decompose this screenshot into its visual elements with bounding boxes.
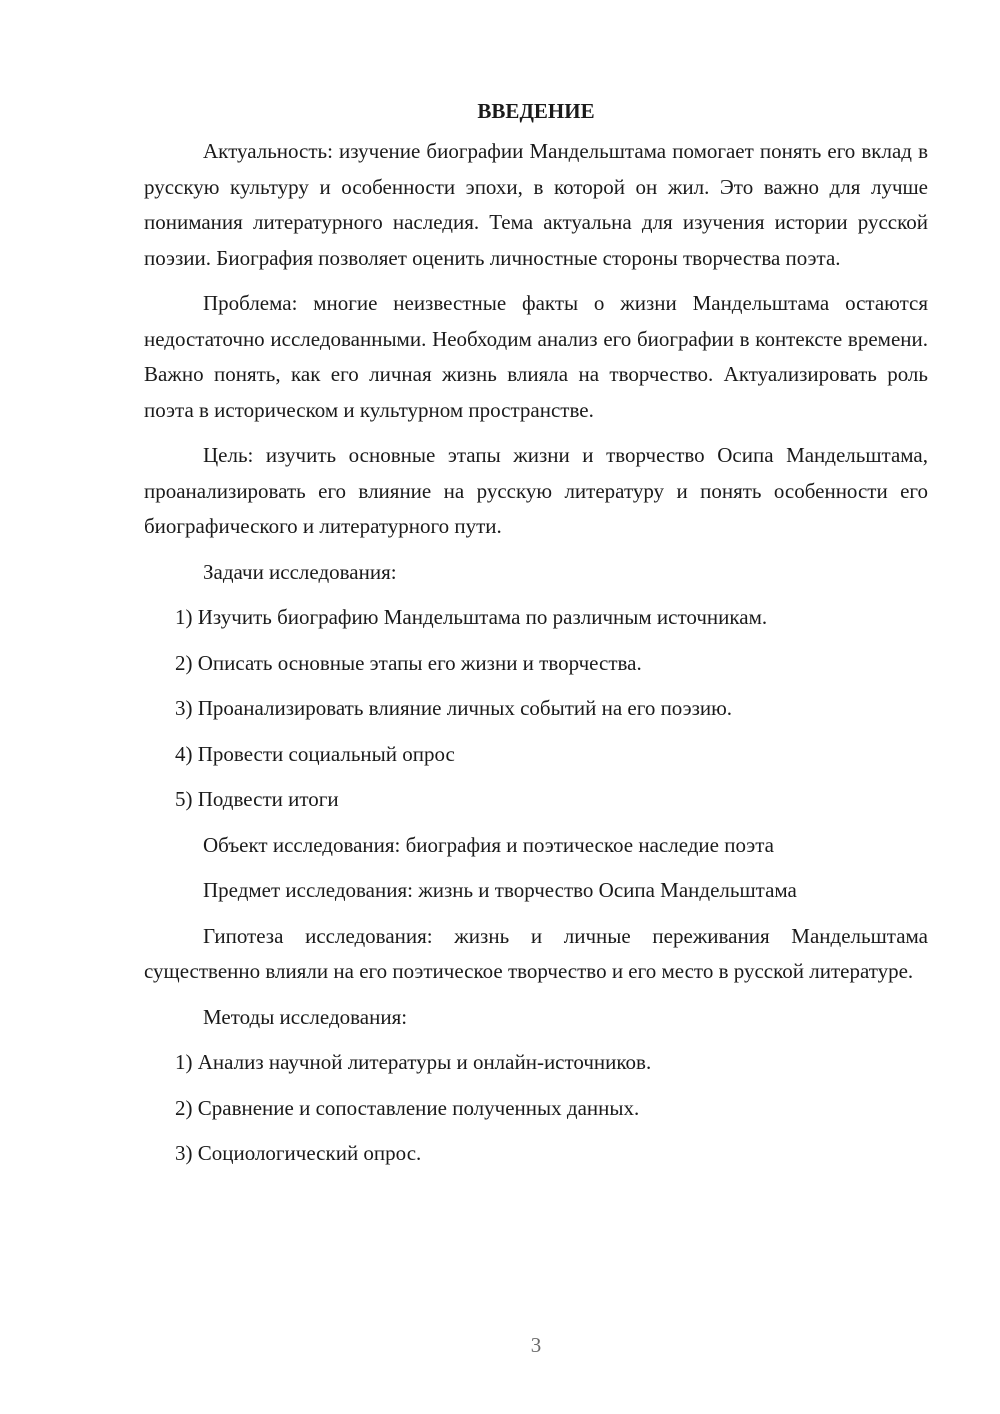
list-item: 3) Проанализировать влияние личных событий на его поэзию. <box>175 696 733 720</box>
object-paragraph: Объект исследования: биография и поэтическое наследие поэта <box>203 832 774 857</box>
section-heading: ВВЕДЕНИЕ <box>477 99 595 123</box>
page-number: 3 <box>530 1333 542 1357</box>
goal-paragraph: Цель: изучить основные этапы жизни и творчество Осипа Мандельштама, проанализировать его влияние на русскую литературу и понять особенности его биографического и литературного пути. <box>144 443 928 538</box>
tasks-heading: Задачи исследования: <box>203 559 397 584</box>
methods-heading: Методы исследования: <box>203 1004 408 1029</box>
methods-list <box>144 1045 928 1172</box>
list-item: 2) Описать основные этапы его жизни и творчества. <box>175 650 642 675</box>
problem-paragraph: Проблема: многие неизвестные факты о жизни Мандельштама остаются недостаточно исследованными. Необходим анализ его биографии в контексте времени. Важно понять, как его личная жизнь влияла на творчество. Актуализировать роль поэта в историческом и культурном пространстве. <box>144 291 928 422</box>
list-item: 5) Подвести итоги <box>175 787 339 811</box>
page-content <box>144 96 928 1182</box>
subject-paragraph: Предмет исследования: жизнь и творчество Осипа Мандельштама <box>203 878 797 902</box>
list-item: 1) Анализ научной литературы и онлайн-источников. <box>175 1050 652 1074</box>
tasks-list <box>144 600 928 818</box>
list-item: 1) Изучить биографию Мандельштама по различным источникам. <box>175 605 768 629</box>
relevance-paragraph: Актуальность: изучение биографии Мандельштама помогает понять его вклад в русскую культуру и особенности эпохи, в которой он жил. Это важно для лучше понимания литературного наследия. Тема актуальна для изучения истории русской поэзии. Биография позволяет оценить личностные стороны творчества поэта. <box>144 139 928 270</box>
list-item: 2) Сравнение и сопоставление полученных данных. <box>175 1095 640 1120</box>
hypothesis-paragraph: Гипотеза исследования: жизнь и личные переживания Мандельштама существенно влияли на его поэтическое творчество и его место в русской литературе. <box>144 923 928 983</box>
list-item: 4) Провести социальный опрос <box>175 741 455 766</box>
list-item: 3) Социологический опрос. <box>175 1141 422 1165</box>
